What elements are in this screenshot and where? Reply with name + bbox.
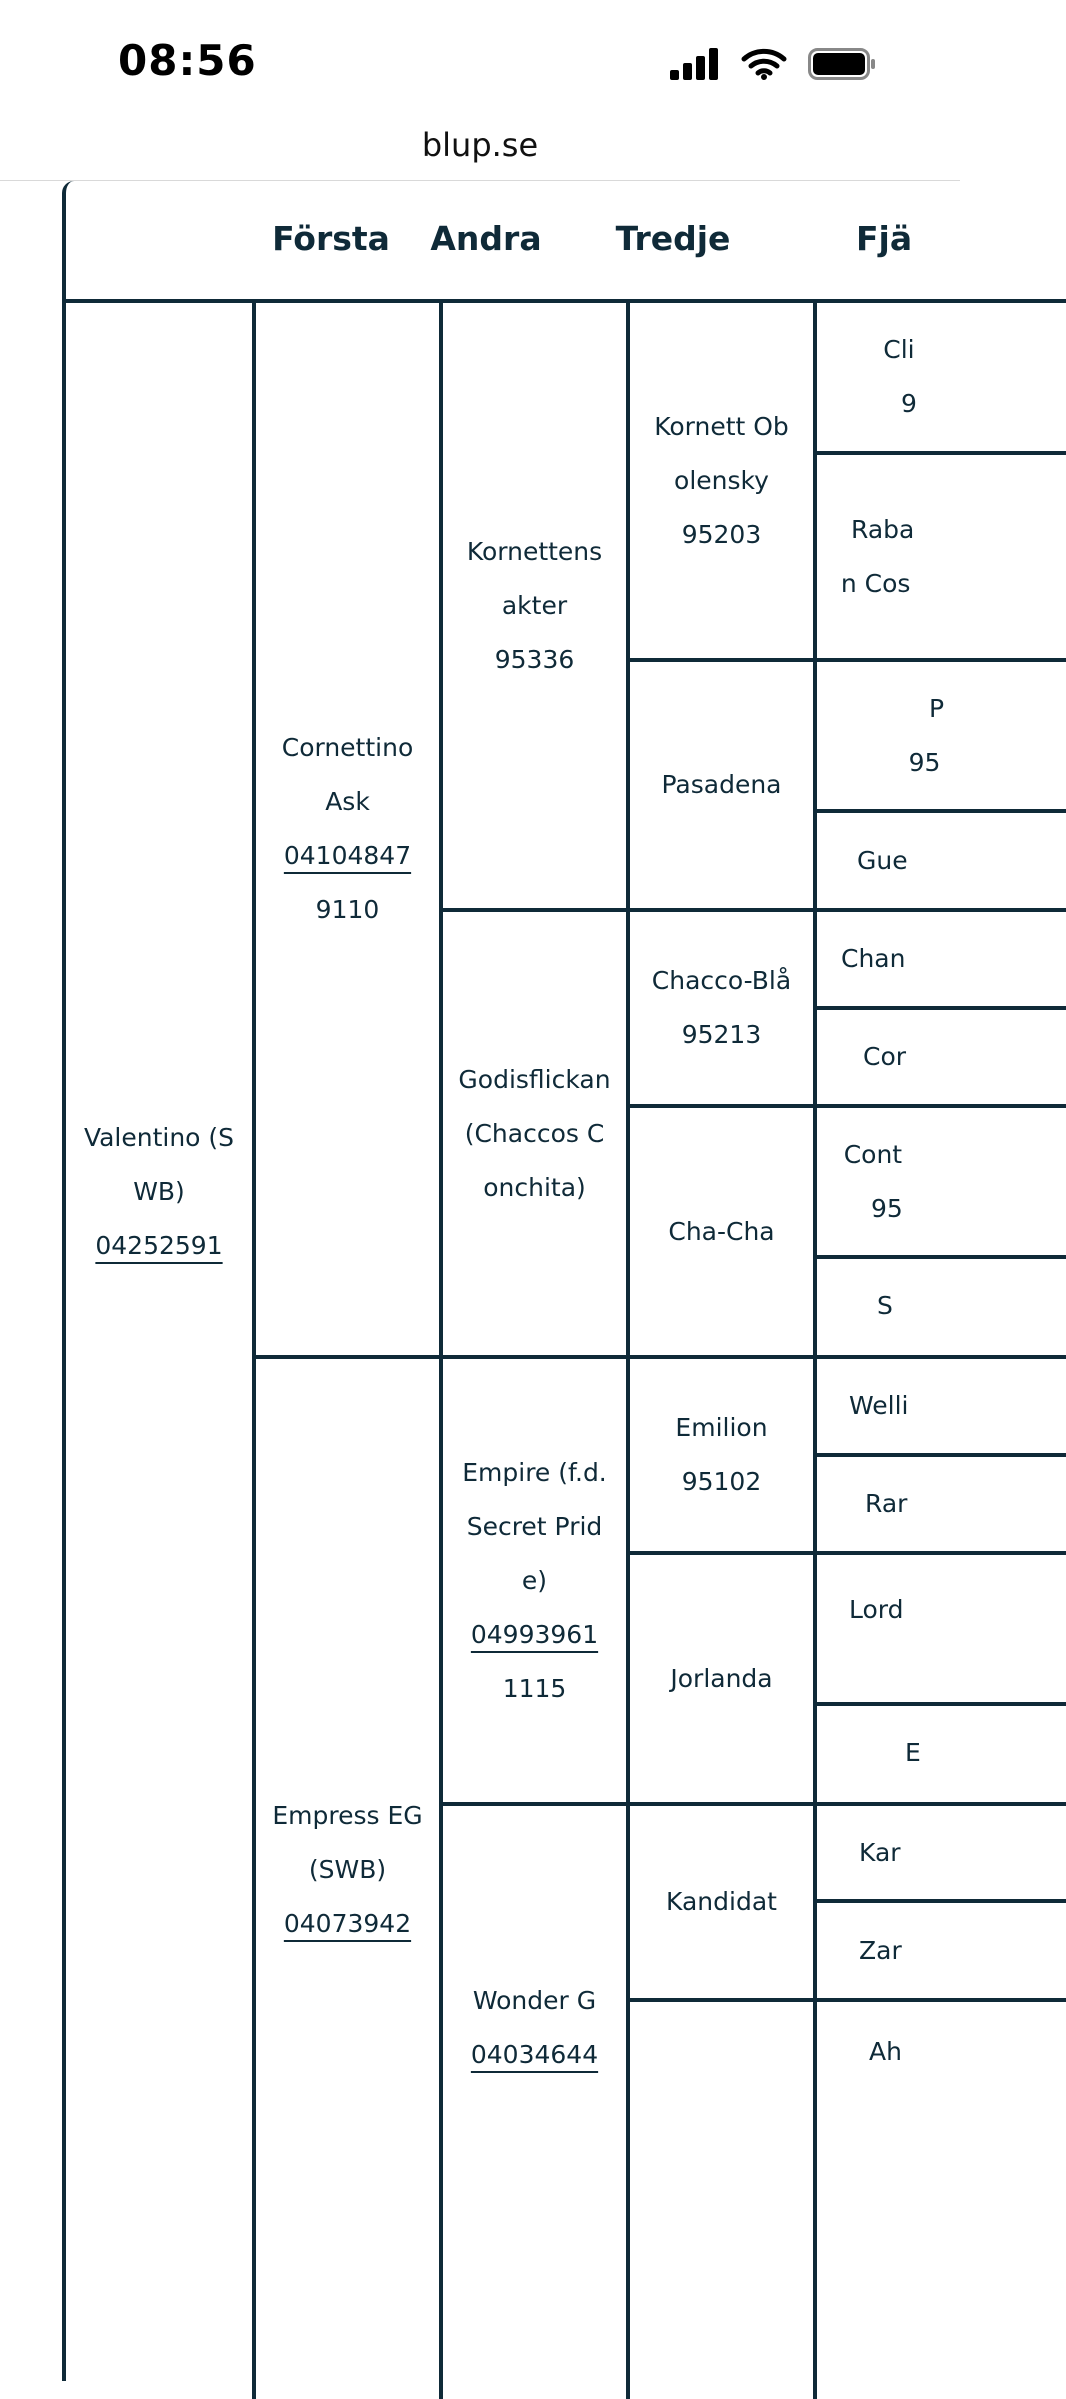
horse-name: Kornett Ob [654, 411, 789, 441]
horse-name: Kornettens [466, 536, 603, 566]
wifi-icon [742, 48, 786, 80]
horse-cell-gen5 [817, 303, 1066, 451]
horse-name: akter [501, 590, 568, 620]
stud-number: 9 [901, 389, 917, 418]
battery-icon [808, 48, 876, 80]
registration-link[interactable]: 04073942 [283, 1909, 412, 1938]
horse-name: (SWB) [308, 1855, 387, 1884]
horse-cell-chacco-bla [630, 912, 813, 1104]
horse-name: Chan [841, 944, 906, 973]
horse-cell-emilion [630, 1359, 813, 1551]
horse-cell-gen5 [817, 2002, 1066, 2102]
horse-name: Wonder G [472, 1985, 597, 2015]
header-tredje: Tredje [615, 219, 731, 258]
registration-link[interactable]: 04034644 [470, 2039, 599, 2069]
pedigree-table [62, 181, 1066, 2381]
horse-name: Cha-Cha [668, 1216, 775, 1246]
horse-cell-kornett-obolensky [630, 303, 813, 658]
stud-number: 9110 [315, 895, 380, 924]
registration-link[interactable]: 04993961 [470, 1619, 599, 1649]
horse-name: Lord [849, 1595, 904, 1624]
horse-name: Secret Prid [466, 1511, 603, 1541]
stud-number: 95213 [681, 1020, 762, 1049]
horse-name: Zar [859, 1935, 902, 1965]
horse-name: Kandidat [666, 1887, 777, 1916]
horse-cell-wonder-g [443, 1806, 626, 2249]
horse-name: Rar [865, 1489, 908, 1518]
stud-number: 95102 [681, 1467, 762, 1496]
horse-cell-kandidat [630, 1806, 813, 1998]
horse-cell-gen5 [817, 912, 1066, 1006]
horse-name: Cornettino [281, 733, 414, 762]
horse-name: Jorlanda [670, 1663, 773, 1693]
registration-link[interactable]: 04104847 [283, 841, 412, 870]
status-time: 08:56 [118, 36, 257, 85]
horse-cell-jorlanda [630, 1555, 813, 1802]
horse-name: Cli [883, 335, 915, 364]
horse-name: Ah [869, 2037, 902, 2066]
horse-name: e) [521, 1565, 548, 1595]
horse-name: Empire (f.d. [462, 1457, 607, 1487]
horse-name: Kar [859, 1837, 901, 1867]
horse-cell-gen5 [817, 1010, 1066, 1104]
stud-number: 1115 [502, 1673, 567, 1703]
horse-name: (Chaccos C [464, 1118, 605, 1148]
horse-cell-gen5 [817, 1108, 1066, 1255]
stud-number: 95 [908, 747, 941, 777]
horse-cell-gen5 [817, 1903, 1066, 1998]
horse-cell-gen5 [817, 813, 1066, 908]
horse-cell-cha-cha [630, 1108, 813, 1355]
status-bar [0, 0, 960, 110]
horse-name: Empress EG [272, 1801, 423, 1830]
horse-name: S [877, 1291, 893, 1320]
stud-number: 95 [871, 1193, 903, 1223]
pedigree-viewport[interactable] [0, 181, 945, 2081]
horse-cell-gen5 [817, 1457, 1066, 1551]
horse-cell-empire [443, 1359, 626, 1802]
horse-name: Pasadena [661, 770, 782, 799]
horse-cell-pasadena [630, 662, 813, 908]
horse-cell-empress [256, 1359, 439, 2381]
horse-cell-gen5 [817, 1806, 1066, 1899]
horse-cell-gen5 [817, 662, 1066, 809]
horse-name: Chacco-Blå [651, 966, 792, 995]
url-text[interactable]: blup.se [421, 126, 539, 164]
horse-name: Welli [849, 1391, 909, 1420]
status-icons [670, 44, 876, 84]
registration-link[interactable]: 04252591 [95, 1231, 223, 1260]
horse-name: E [905, 1738, 921, 1767]
stud-number: 95203 [681, 519, 762, 549]
horse-name: olensky [674, 465, 769, 495]
horse-cell-gen5 [817, 455, 1066, 658]
header-andra: Andra [430, 219, 542, 258]
browser-address-bar[interactable] [0, 116, 960, 181]
horse-cell-valentino [66, 303, 252, 2081]
horse-cell-gen5 [817, 1259, 1066, 1353]
horse-name: Godisflickan [458, 1064, 611, 1094]
horse-name: Emilion [675, 1413, 768, 1442]
horse-name: n Cos [840, 568, 911, 598]
horse-name: Cont [843, 1139, 903, 1169]
horse-name: Gue [857, 845, 908, 875]
horse-cell-gen5 [817, 1359, 1066, 1453]
cellular-signal-icon [670, 48, 720, 80]
horse-cell-godisflickan [443, 912, 626, 1355]
horse-name: Ask [325, 787, 370, 816]
header-forsta: Första [272, 219, 390, 258]
horse-name: onchita) [483, 1172, 586, 1202]
horse-cell-gen5 [817, 1555, 1066, 1702]
horse-name: Valentino (S [83, 1123, 235, 1152]
horse-name: Raba [851, 514, 915, 544]
horse-cell-kornettens-akter [443, 303, 626, 908]
horse-name: WB) [133, 1177, 185, 1206]
horse-name: Cor [863, 1042, 907, 1071]
header-fjarde: Fjä [856, 219, 913, 258]
horse-name: P [929, 693, 945, 723]
horse-cell-gen5 [817, 1706, 1066, 1800]
stud-number: 95336 [494, 644, 575, 674]
horse-cell-cornettino [256, 303, 439, 1355]
